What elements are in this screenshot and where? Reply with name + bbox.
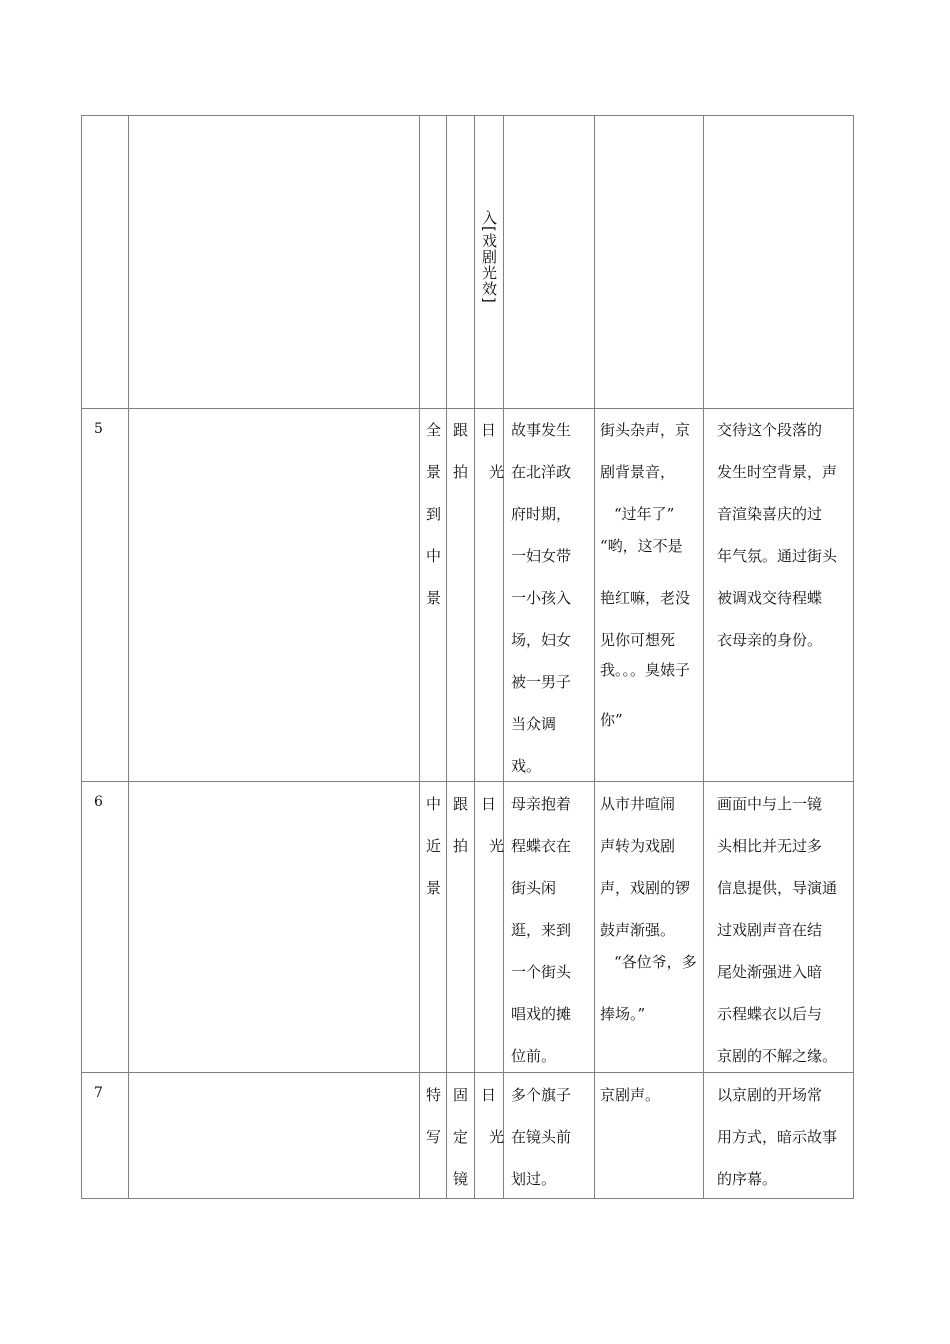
table-border-right: [853, 115, 854, 1199]
shot-number: 6: [94, 794, 103, 810]
shot-size: 中 近 景: [426, 795, 442, 897]
col-divider: [503, 115, 504, 1199]
scene-content: 母亲抱着 程蝶衣在 街头闲 逛，来到 一个街头 唱戏的摊 位前。: [511, 795, 572, 1065]
col-divider: [128, 115, 129, 1199]
shot-number: 7: [94, 1085, 103, 1101]
light-effect-label: 入[戏剧光效]: [480, 210, 498, 304]
scene-content: 多个旗子 在镜头前 划过。: [511, 1086, 572, 1188]
lighting: 日 光: [481, 421, 505, 481]
shot-notes: 画面中与上一镜 头相比并无过多 信息提供，导演通 过戏剧声音在结 尾处渐强进入暗 示程蝶衣以后与 京剧的不解之缘。: [717, 795, 838, 1065]
col-divider: [474, 115, 475, 1199]
table-border-left: [81, 115, 82, 1199]
lighting: 日 光: [481, 1086, 505, 1146]
shot-notes: 以京剧的开场常 用方式，暗示故事 的序幕。: [717, 1086, 838, 1188]
camera-move: 跟 拍: [453, 421, 469, 481]
col-divider: [446, 115, 447, 1199]
scene-content: 故事发生 在北洋政 府时期， 一妇女带 一小孩入 场，妇女 被一男子 当众调 戏。: [511, 421, 572, 775]
shot-size: 全 景 到 中 景: [426, 421, 442, 607]
col-divider: [594, 115, 595, 1199]
row-divider: [81, 408, 854, 409]
shot-notes: 交待这个段落的 发生时空背景，声 音渲染喜庆的过 年气氛。通过街头 被调戏交待程蝶 衣母亲的身份。: [717, 421, 838, 649]
sound-description: 京剧声。: [600, 1086, 661, 1104]
camera-move: 跟 拍: [453, 795, 469, 855]
shot-number: 5: [94, 421, 103, 437]
col-divider: [419, 115, 420, 1199]
camera-move: 固 定 镜: [453, 1086, 469, 1188]
shot-size: 特 写: [426, 1086, 442, 1146]
col-divider: [703, 115, 704, 1199]
row-divider: [81, 781, 854, 782]
lighting: 日 光: [481, 795, 505, 855]
table-border-top: [81, 115, 854, 116]
